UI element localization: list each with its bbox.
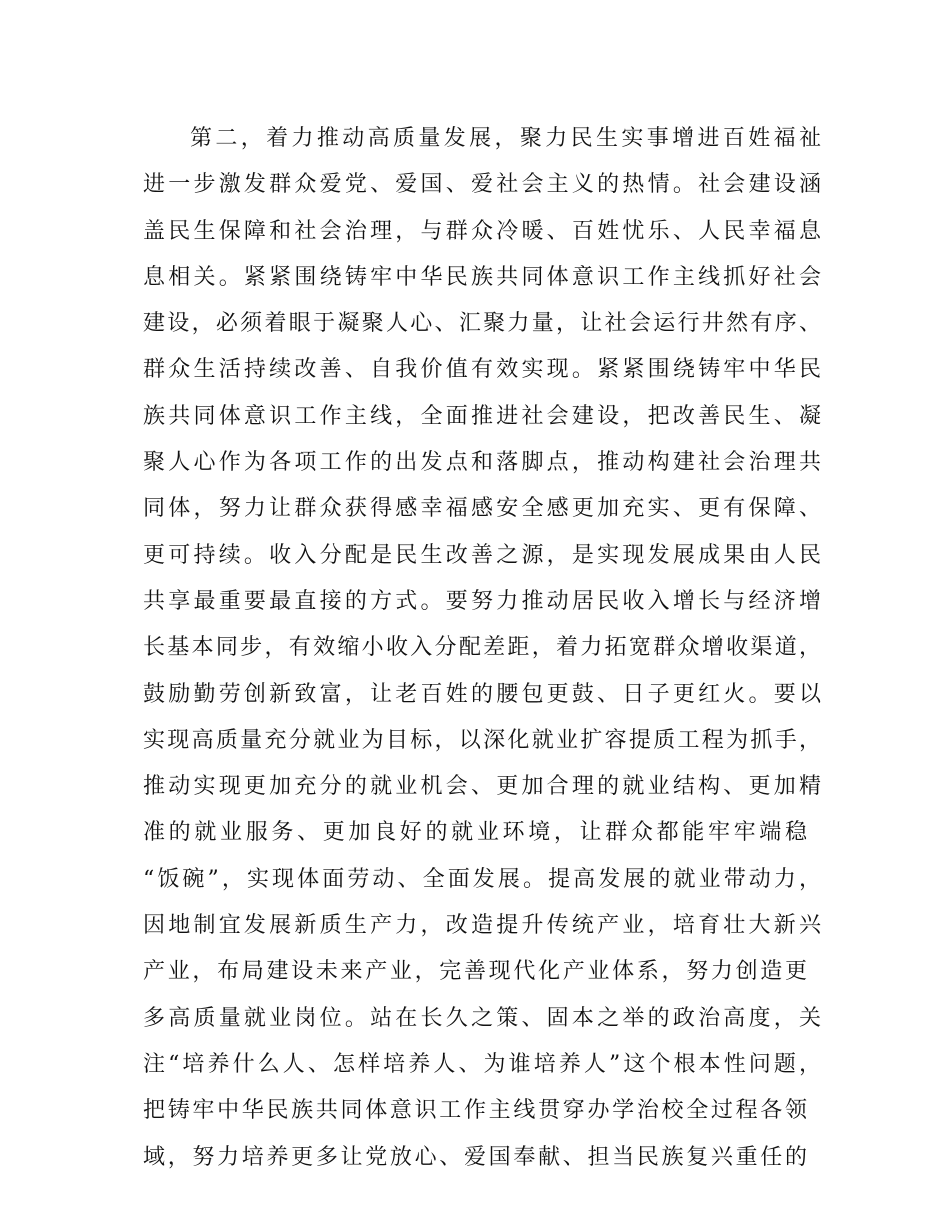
paragraph-line: 实现高质量充分就业为目标，以深化就业扩容提质工程为抓手，	[143, 727, 821, 753]
paragraph-line: 盖民生保障和社会治理，与群众冷暖、百姓忧乐、人民幸福息	[143, 218, 821, 244]
paragraph-line: 建设，必须着眼于凝聚人心、汇聚力量，让社会运行井然有序、	[143, 311, 821, 337]
paragraph-line: 更可持续。收入分配是民生改善之源，是实现发展成果由人民	[143, 542, 821, 568]
paragraph-line: “饭碗”，实现体面劳动、全面发展。提高发展的就业带动力，	[143, 866, 821, 892]
paragraph-line: 把铸牢中华民族共同体意识工作主线贯穿办学治校全过程各领	[143, 1098, 807, 1124]
paragraph-line: 准的就业服务、更加良好的就业环境，让群众都能牢牢端稳	[143, 820, 807, 846]
paragraph-line: 注“培养什么人、怎样培养人、为谁培养人”这个根本性问题，	[143, 1051, 821, 1077]
paragraph-line: 长基本同步，有效缩小收入分配差距，着力拓宽群众增收渠道，	[143, 635, 821, 661]
paragraph-line: 鼓励勤劳创新致富，让老百姓的腰包更鼓、日子更红火。要以	[143, 681, 821, 707]
paragraph-line: 同体，努力让群众获得感幸福感安全感更加充实、更有保障、	[143, 496, 821, 522]
paragraph-line: 族共同体意识工作主线，全面推进社会建设，把改善民生、凝	[143, 403, 821, 429]
paragraph-line: 第二，着力推动高质量发展，聚力民生实事增进百姓福祉	[190, 126, 821, 151]
paragraph-line: 产业，布局建设未来产业，完善现代化产业体系，努力创造更	[143, 959, 807, 985]
paragraph-line: 域，努力培养更多让党放心、爱国奉献、担当民族复兴重任的	[143, 1144, 807, 1170]
paragraph-line: 息相关。紧紧围绕铸牢中华民族共同体意识工作主线抓好社会	[143, 264, 821, 290]
paragraph-line: 群众生活持续改善、自我价值有效实现。紧紧围绕铸牢中华民	[143, 357, 821, 383]
paragraph-line: 聚人心作为各项工作的出发点和落脚点，推动构建社会治理共	[143, 450, 821, 476]
body-paragraph	[143, 116, 821, 1181]
paragraph-line: 共享最重要最直接的方式。要努力推动居民收入增长与经济增	[143, 588, 821, 614]
paragraph-line: 进一步激发群众爱党、爱国、爱社会主义的热情。社会建设涵	[143, 172, 821, 198]
paragraph-line: 多高质量就业岗位。站在长久之策、固本之举的政治高度，关	[143, 1005, 821, 1031]
paragraph-line: 推动实现更加充分的就业机会、更加合理的就业结构、更加精	[143, 774, 821, 800]
paragraph-line: 因地制宜发展新质生产力，改造提升传统产业，培育壮大新兴	[143, 913, 821, 939]
